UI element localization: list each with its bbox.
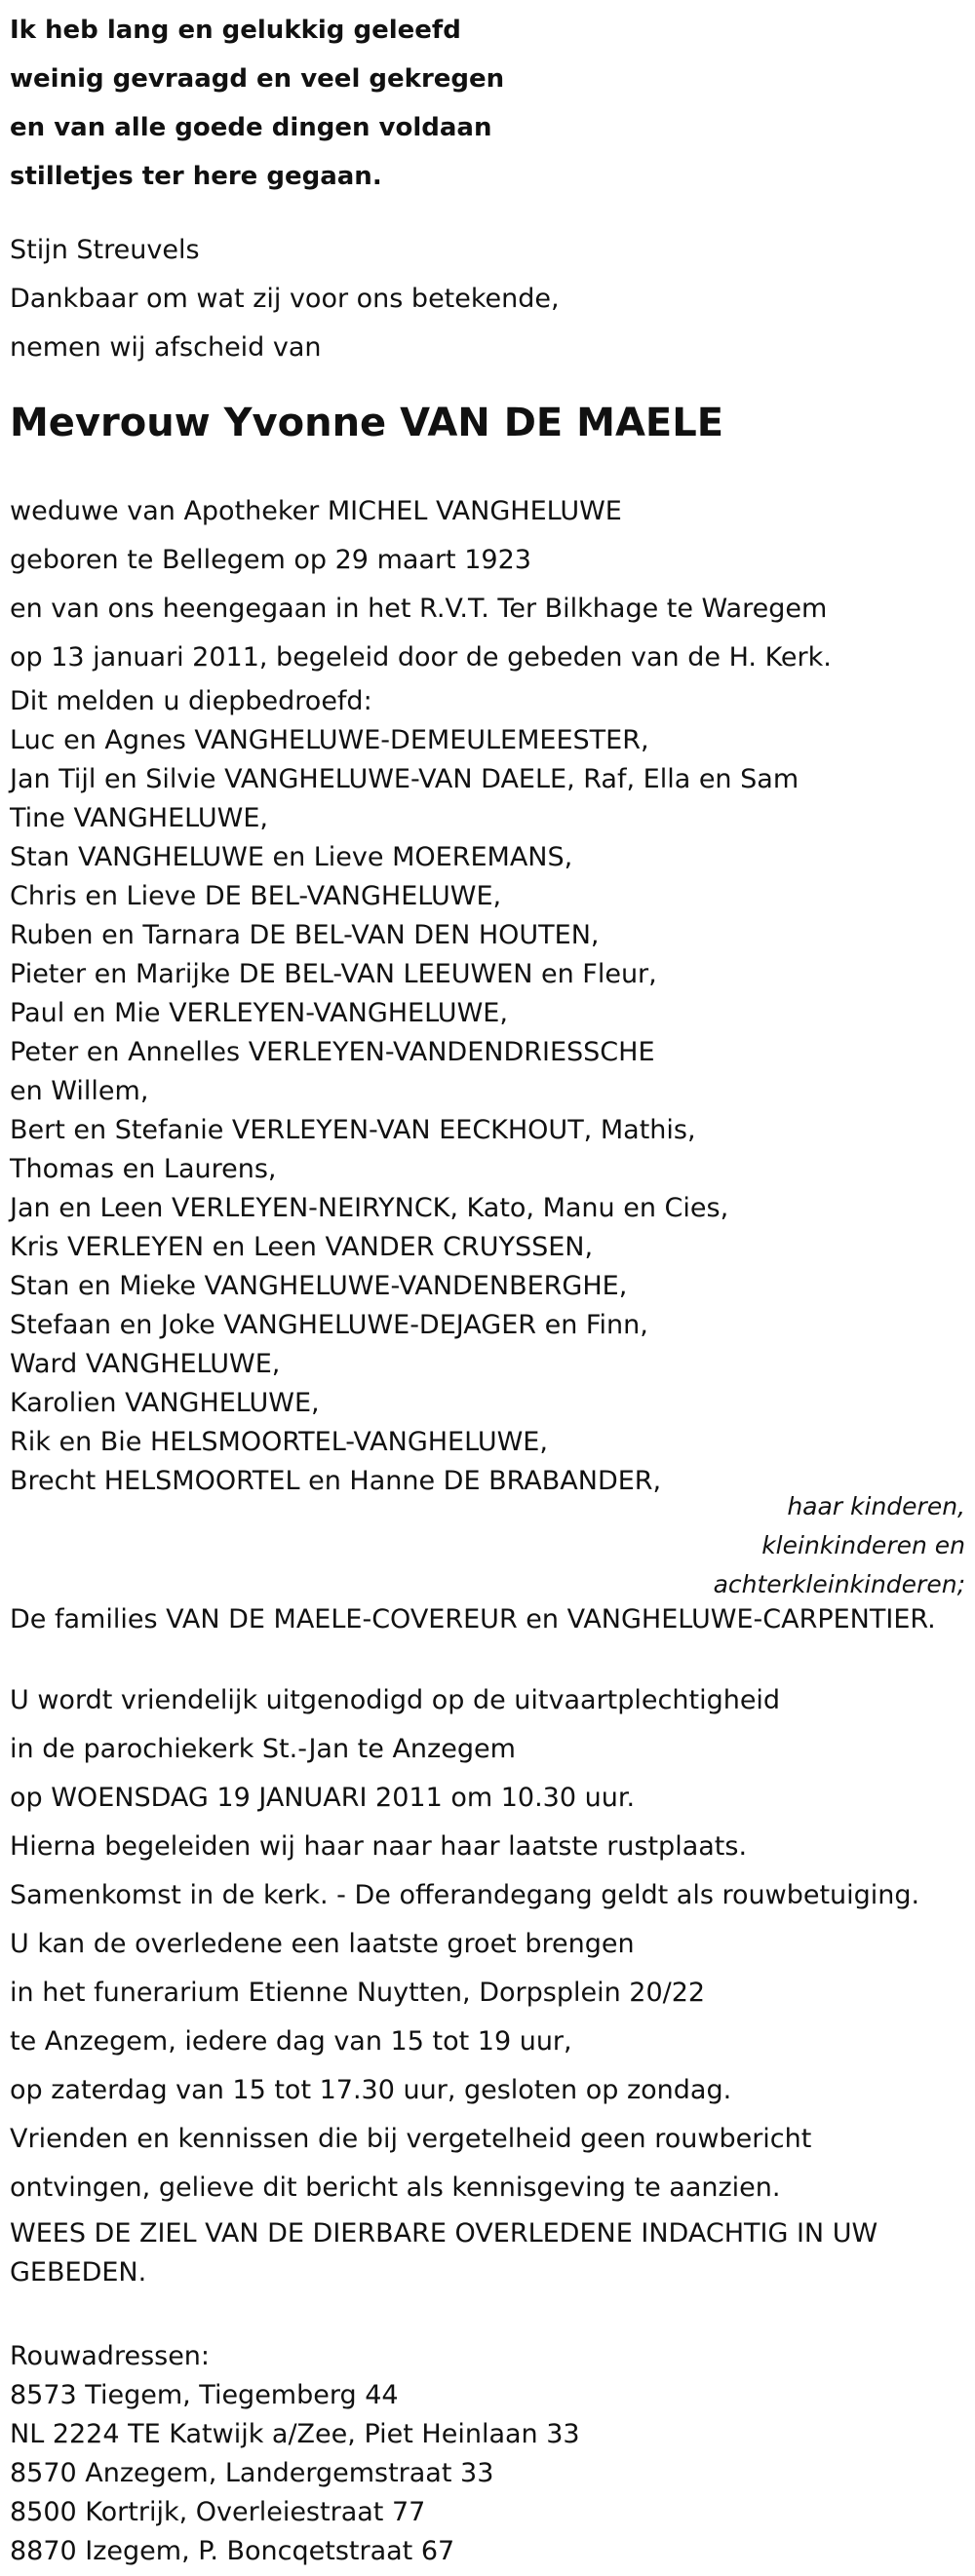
bio-line: weduwe van Apotheker MICHEL VANGHELUWE bbox=[10, 496, 622, 526]
address-line: 8870 Izegem, P. Boncqetstraat 67 bbox=[10, 2536, 455, 2566]
address-line: NL 2224 TE Katwijk a/Zee, Piet Heinlaan 33 bbox=[10, 2419, 580, 2449]
bio-line: en van ons heengegaan in het R.V.T. Ter Bilkhage te Waregem bbox=[10, 594, 828, 624]
relatives-note-line: kleinkinderen en bbox=[761, 1531, 965, 1559]
relatives-note bbox=[575, 1487, 965, 1604]
families-line: De families VAN DE MAELE-COVEREUR en VANGHELUWE-CARPENTIER. bbox=[10, 1604, 936, 1634]
relative-line: Stefaan en Joke VANGHELUWE-DEJAGER en Finn, bbox=[10, 1310, 648, 1340]
relative-line: Pieter en Marijke DE BEL-VAN LEEUWEN en Fleur, bbox=[10, 959, 657, 989]
relative-line: Jan Tijl en Silvie VANGHELUWE-VAN DAELE, Raf, Ella en Sam bbox=[10, 764, 800, 794]
funeral-line: Vrienden en kennissen die bij vergetelheid geen rouwbericht bbox=[10, 2124, 812, 2154]
addresses-block bbox=[10, 2337, 580, 2571]
relative-line: Jan en Leen VERLEYEN-NEIRYNCK, Kato, Manu en Cies, bbox=[10, 1193, 729, 1223]
bio-line: geboren te Bellegem op 29 maart 1923 bbox=[10, 545, 531, 575]
relative-line: Rik en Bie HELSMOORTEL-VANGHELUWE, bbox=[10, 1427, 548, 1457]
relative-line: Thomas en Laurens, bbox=[10, 1154, 277, 1184]
funeral-line: Hierna begeleiden wij haar naar haar laatste rustplaats. bbox=[10, 1831, 748, 1862]
relatives-note-line: haar kinderen, bbox=[787, 1492, 965, 1520]
poem-line: Ik heb lang en gelukkig geleefd bbox=[10, 16, 461, 45]
funeral-line: U wordt vriendelijk uitgenodigd op de uitvaartplechtigheid bbox=[10, 1685, 781, 1715]
addresses-heading: Rouwadressen: bbox=[10, 2341, 211, 2371]
bio-block bbox=[10, 487, 832, 682]
funeral-line: op zaterdag van 15 tot 17.30 uur, gesloten op zondag. bbox=[10, 2075, 732, 2105]
relative-line: Kris VERLEYEN en Leen VANDER CRUYSSEN, bbox=[10, 1232, 594, 1262]
poem-line: stilletjes ter here gegaan. bbox=[10, 162, 382, 191]
quote-author: Stijn Streuvels bbox=[10, 235, 200, 265]
funeral-line: Samenkomst in de kerk. - De offerandegang geldt als rouwbetuiging. bbox=[10, 1880, 920, 1910]
poem-line: en van alle goede dingen voldaan bbox=[10, 113, 492, 142]
funeral-line: ontvingen, gelieve dit bericht als kennisgeving te aanzien. bbox=[10, 2172, 781, 2203]
relative-line: Paul en Mie VERLEYEN-VANGHELUWE, bbox=[10, 998, 508, 1028]
quote-line: Dankbaar om wat zij voor ons betekende, bbox=[10, 284, 560, 314]
relative-line: Peter en Annelles VERLEYEN-VANDENDRIESSCHE bbox=[10, 1037, 655, 1067]
address-line: 8500 Kortrijk, Overleiestraat 77 bbox=[10, 2497, 426, 2527]
funeral-line: U kan de overledene een laatste groet brengen bbox=[10, 1929, 635, 1959]
address-line: 8573 Tiegem, Tiegemberg 44 bbox=[10, 2380, 399, 2410]
relative-line: Stan VANGHELUWE en Lieve MOEREMANS, bbox=[10, 842, 573, 872]
funeral-line: in het funerarium Etienne Nuytten, Dorpsplein 20/22 bbox=[10, 1978, 706, 2008]
closing-prayer: WEES DE ZIEL VAN DE DIERBARE OVERLEDENE INDACHTIG IN UW GEBEDEN. bbox=[10, 2218, 878, 2288]
quote-line: nemen wij afscheid van bbox=[10, 332, 322, 363]
address-line: 8570 Anzegem, Landergemstraat 33 bbox=[10, 2458, 494, 2488]
relative-line: Bert en Stefanie VERLEYEN-VAN EECKHOUT, Mathis, bbox=[10, 1115, 696, 1145]
poem bbox=[10, 6, 504, 201]
funeral-line: op WOENSDAG 19 JANUARI 2011 om 10.30 uur. bbox=[10, 1783, 636, 1813]
quote-block bbox=[10, 226, 560, 372]
deceased-name: Mevrouw Yvonne VAN DE MAELE bbox=[10, 401, 724, 445]
relative-line: Stan en Mieke VANGHELUWE-VANDENBERGHE, bbox=[10, 1271, 628, 1301]
relative-line: en Willem, bbox=[10, 1076, 149, 1106]
poem-line: weinig gevraagd en veel gekregen bbox=[10, 64, 505, 94]
relatives-note-line: achterkleinkinderen; bbox=[713, 1570, 965, 1598]
bio-line: op 13 januari 2011, begeleid door de gebeden van de H. Kerk. bbox=[10, 642, 832, 673]
relative-line: Chris en Lieve DE BEL-VANGHELUWE, bbox=[10, 881, 502, 911]
relatives-intro: Dit melden u diepbedroefd: bbox=[10, 686, 372, 716]
funeral-info bbox=[10, 1676, 919, 2212]
relative-line: Brecht HELSMOORTEL en Hanne DE BRABANDER, bbox=[10, 1466, 662, 1496]
funeral-line: te Anzegem, iedere dag van 15 tot 19 uur, bbox=[10, 2026, 572, 2057]
relatives-list bbox=[10, 682, 799, 1501]
relative-line: Luc en Agnes VANGHELUWE-DEMEULEMEESTER, bbox=[10, 725, 649, 755]
relative-line: Ward VANGHELUWE, bbox=[10, 1349, 281, 1379]
funeral-line: in de parochiekerk St.-Jan te Anzegem bbox=[10, 1734, 516, 1764]
relative-line: Karolien VANGHELUWE, bbox=[10, 1388, 320, 1418]
relative-line: Tine VANGHELUWE, bbox=[10, 803, 268, 833]
relative-line: Ruben en Tarnara DE BEL-VAN DEN HOUTEN, bbox=[10, 920, 600, 950]
